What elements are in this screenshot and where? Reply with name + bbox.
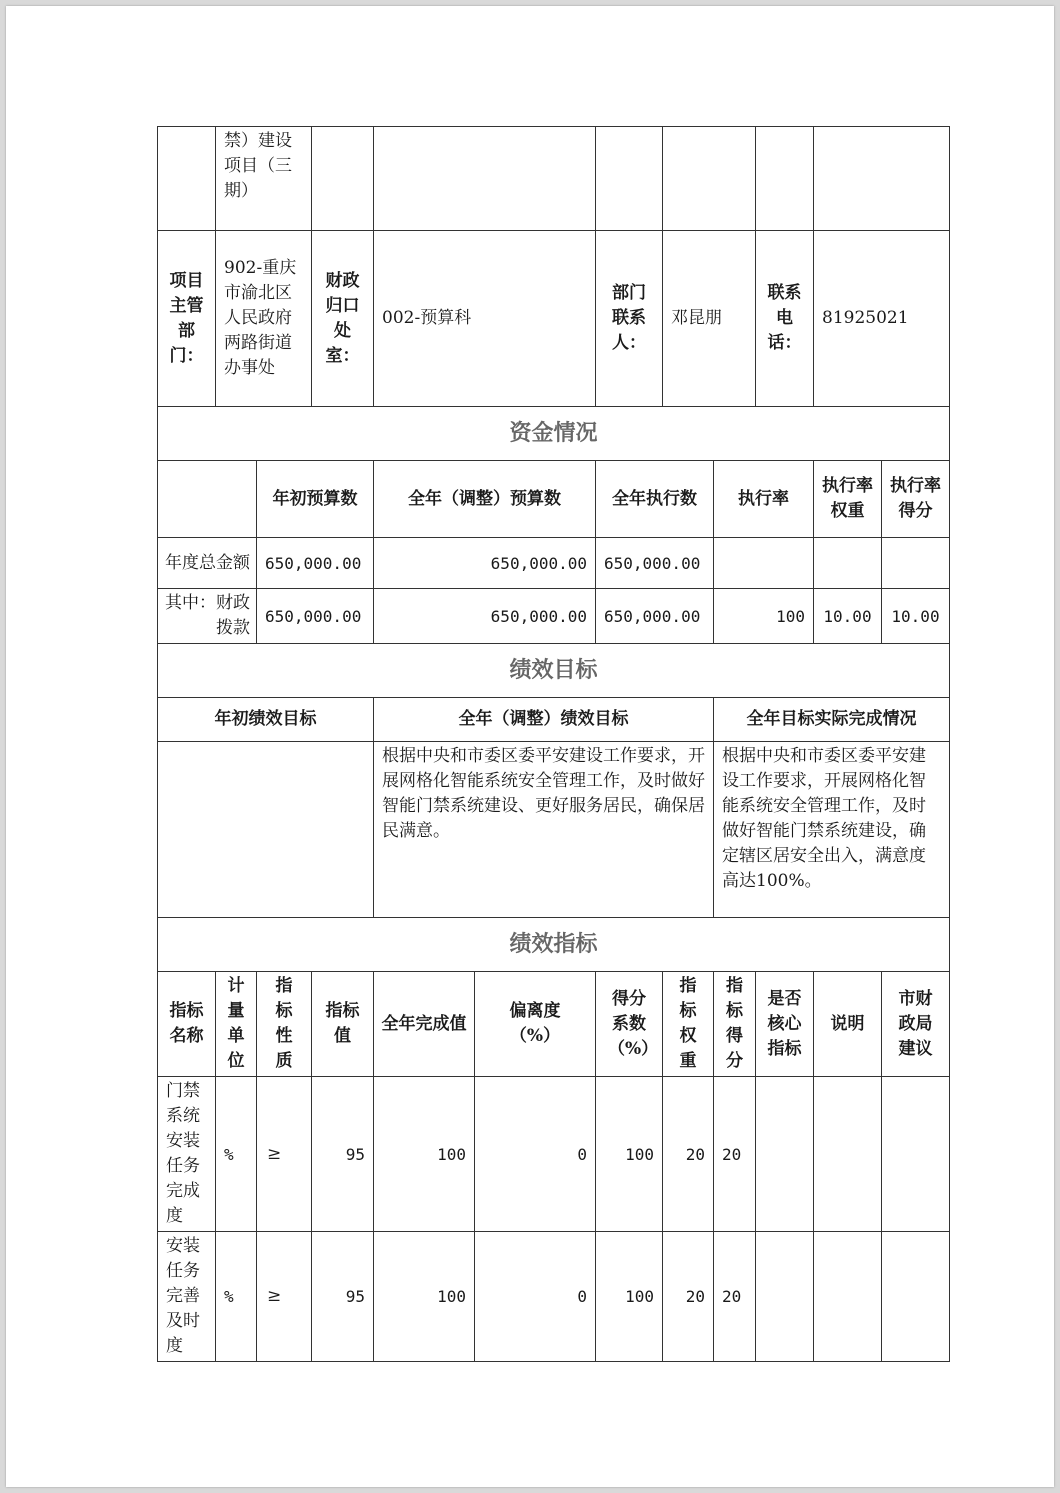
funds-score	[882, 538, 950, 589]
ind-header-actual: 全年完成值	[374, 972, 475, 1077]
ind-header-deviation: 偏离度（%）	[475, 972, 596, 1077]
ind-unit: %	[216, 1232, 257, 1362]
ind-advice	[882, 1077, 950, 1232]
ind-actual: 100	[374, 1232, 475, 1362]
ind-core	[756, 1232, 814, 1362]
blank-cell	[374, 127, 596, 231]
ind-nature: ≥	[257, 1077, 312, 1232]
ind-score: 20	[714, 1077, 756, 1232]
ind-nature: ≥	[257, 1232, 312, 1362]
blank-cell	[596, 127, 663, 231]
ind-note	[814, 1232, 882, 1362]
funds-header-row	[158, 461, 950, 538]
contact-label: 部门联系人：	[596, 231, 663, 407]
ind-header-weight: 指标权重	[663, 972, 714, 1077]
blank-cell	[158, 127, 216, 231]
blank-cell	[663, 127, 756, 231]
ind-header-advice: 市财政局建议	[882, 972, 950, 1077]
indicator-row	[158, 1232, 950, 1362]
ind-header-unit: 计量单位	[216, 972, 257, 1077]
ind-header-core: 是否核心指标	[756, 972, 814, 1077]
phone-label: 联系电话：	[756, 231, 814, 407]
funds-row-total	[158, 538, 950, 589]
goals-header-initial: 年初绩效目标	[158, 698, 374, 742]
funds-header-rate: 执行率	[714, 461, 814, 538]
funds-section-title: 资金情况	[158, 407, 950, 461]
funds-header-adjusted: 全年（调整）预算数	[374, 461, 596, 538]
funds-rate: 100	[714, 589, 814, 644]
performance-table	[157, 126, 950, 1362]
ind-name: 门禁系统安装任务完成度	[158, 1077, 216, 1232]
ind-advice	[882, 1232, 950, 1362]
blank-cell	[158, 461, 257, 538]
ind-core	[756, 1077, 814, 1232]
blank-cell	[756, 127, 814, 231]
funds-row-label: 年度总金额	[158, 538, 257, 589]
funds-weight: 10.00	[814, 589, 882, 644]
dept-label: 项目主管部门：	[158, 231, 216, 407]
funds-header-executed: 全年执行数	[596, 461, 714, 538]
ind-deviation: 0	[475, 1232, 596, 1362]
ind-target: 95	[312, 1232, 374, 1362]
ind-coef: 100	[596, 1077, 663, 1232]
goals-header-row	[158, 698, 950, 742]
finance-value: 002-预算科	[374, 231, 596, 407]
ind-deviation: 0	[475, 1077, 596, 1232]
ind-header-name: 指标名称	[158, 972, 216, 1077]
goals-content-row	[158, 742, 950, 918]
ind-weight: 20	[663, 1232, 714, 1362]
goal-adjusted-text: 根据中央和市委区委平安建设工作要求，开展网格化智能系统安全管理工作，及时做好智能门禁系统建设、更好服务居民，确保居民满意。	[374, 742, 714, 918]
blank-cell	[814, 127, 950, 231]
funds-executed: 650,000.00	[596, 589, 714, 644]
ind-coef: 100	[596, 1232, 663, 1362]
ind-header-nature: 指标性质	[257, 972, 312, 1077]
ind-target: 95	[312, 1077, 374, 1232]
funds-weight	[814, 538, 882, 589]
funds-executed: 650,000.00	[596, 538, 714, 589]
ind-score: 20	[714, 1232, 756, 1362]
dept-value: 902-重庆市渝北区人民政府两路街道办事处	[216, 231, 312, 407]
indicators-header-row	[158, 972, 950, 1077]
funds-row-label: 其中：财政拨款	[158, 589, 257, 644]
contact-value: 邓昆朋	[663, 231, 756, 407]
goals-section-title: 绩效目标	[158, 644, 950, 698]
funds-rate	[714, 538, 814, 589]
finance-label: 财政归口处室：	[312, 231, 374, 407]
department-row	[158, 231, 950, 407]
goal-initial-text	[158, 742, 374, 918]
ind-header-score: 指标得分	[714, 972, 756, 1077]
ind-header-note: 说明	[814, 972, 882, 1077]
ind-header-coef: 得分系数（%）	[596, 972, 663, 1077]
project-name-row	[158, 127, 950, 231]
project-name-tail: 禁）建设项目（三期）	[216, 127, 312, 231]
funds-score: 10.00	[882, 589, 950, 644]
ind-note	[814, 1077, 882, 1232]
goals-header-adjusted: 全年（调整）绩效目标	[374, 698, 714, 742]
funds-header-initial: 年初预算数	[257, 461, 374, 538]
funds-header-weight: 执行率权重	[814, 461, 882, 538]
phone-value: 81925021	[814, 231, 950, 407]
ind-weight: 20	[663, 1077, 714, 1232]
ind-unit: %	[216, 1077, 257, 1232]
blank-cell	[312, 127, 374, 231]
funds-adjusted: 650,000.00	[374, 589, 596, 644]
funds-row-fiscal	[158, 589, 950, 644]
funds-header-score: 执行率得分	[882, 461, 950, 538]
ind-name: 安装任务完善及时度	[158, 1232, 216, 1362]
ind-actual: 100	[374, 1077, 475, 1232]
funds-initial: 650,000.00	[257, 538, 374, 589]
indicator-row	[158, 1077, 950, 1232]
funds-adjusted: 650,000.00	[374, 538, 596, 589]
goals-header-actual: 全年目标实际完成情况	[714, 698, 950, 742]
ind-header-target: 指标值	[312, 972, 374, 1077]
goal-actual-text: 根据中央和市委区委平安建设工作要求，开展网格化智能系统安全管理工作，及时做好智能门禁系统建设，确定辖区居安全出入，满意度高达100%。	[714, 742, 950, 918]
indicators-section-title: 绩效指标	[158, 918, 950, 972]
funds-initial: 650,000.00	[257, 589, 374, 644]
